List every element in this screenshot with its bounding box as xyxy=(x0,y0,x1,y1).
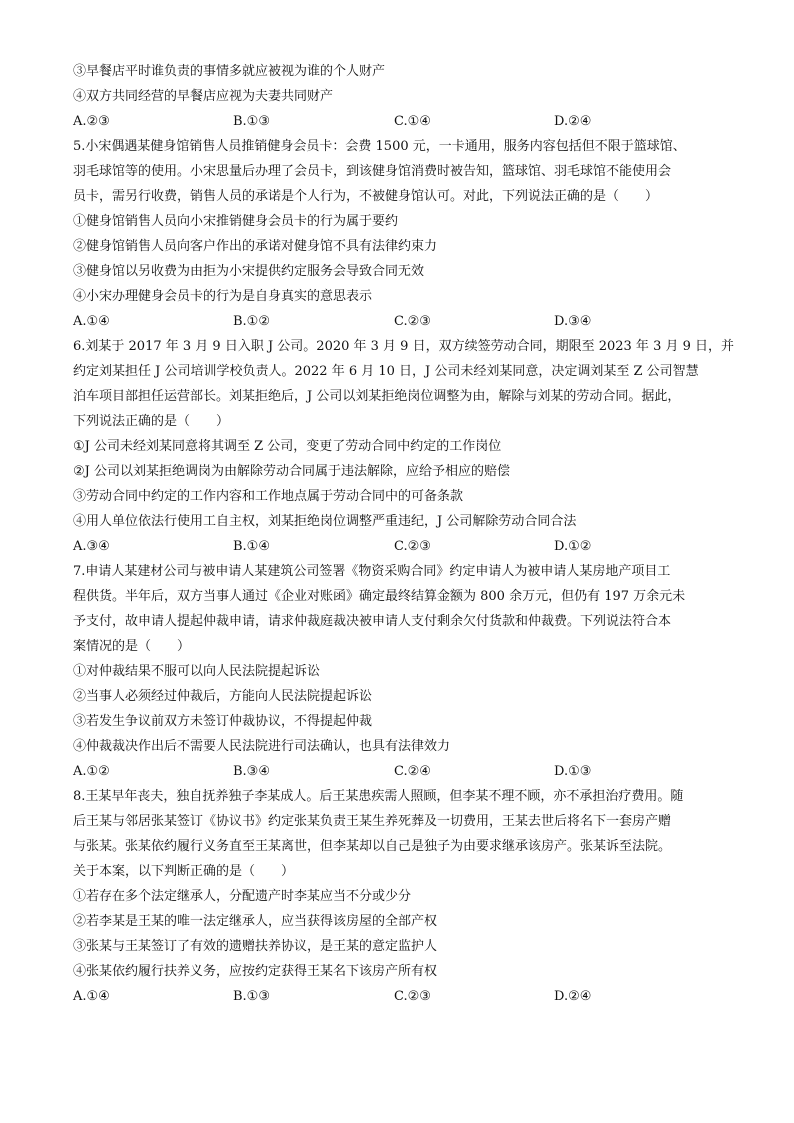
q5-option-3: ③健身馆以另收费为由拒为小宋提供约定服务会导致合同无效 xyxy=(73,264,425,279)
q4-choice-d: D.②④ xyxy=(554,114,592,129)
q8-option-1: ①若存在多个法定继承人，分配遗产时李某应当不分或少分 xyxy=(73,889,412,904)
q6-choice-c: C.②③ xyxy=(394,539,431,554)
q5-stem-line-2: 羽毛球馆等的使用。小宋思量后办理了会员卡，到该健身馆消费时被告知，篮球馆、羽毛球馆不能使用会 xyxy=(73,164,672,179)
q5-choice-d: D.③④ xyxy=(554,314,592,329)
q8-stem-line-1: 8.王某早年丧夫，独自抚养独子李某成人。后王某患疾需人照顾，但李某不理不顾，亦不承担治疗费用。随 xyxy=(73,789,684,804)
q8-choice-c: C.②③ xyxy=(394,989,431,1004)
q5-choice-b: B.①② xyxy=(233,314,270,329)
q8-stem-line-4: 关于本案，以下判断正确的是（ ） xyxy=(73,864,295,879)
q5-stem-line-3: 员卡，需另行收费，销售人员的承诺是个人行为，不被健身馆认可。对此，下列说法正确的是（ ） xyxy=(73,189,659,204)
q7-option-3: ③若发生争议前双方未签订仲裁协议，不得提起仲裁 xyxy=(73,714,373,729)
q7-option-2: ②当事人必须经过仲裁后，方能向人民法院提起诉讼 xyxy=(73,689,373,704)
q7-stem-line-4: 案情况的是（ ） xyxy=(73,639,191,654)
q8-stem-line-2: 后王某与邻居张某签订《协议书》约定张某负责王某生养死葬及一切费用，王某去世后将名下一套房产赠 xyxy=(73,814,672,829)
q6-choice-a: A.③④ xyxy=(73,539,110,554)
q6-stem-line-1: 6.刘某于 2017 年 3 月 9 日入职 J 公司。2020 年 3 月 9 日，双方续签劳动合同，期限至 2023 年 3 月 9 日，并 xyxy=(73,339,735,354)
q6-stem-line-3: 泊车项目部担任运营部长。刘某拒绝后，J 公司以刘某拒绝岗位调整为由，解除与刘某的劳动合同。据此， xyxy=(73,389,681,404)
q8-option-2: ②若李某是王某的唯一法定继承人，应当获得该房屋的全部产权 xyxy=(73,914,438,929)
q5-stem-line-1: 5.小宋偶遇某健身馆销售人员推销健身会员卡：会费 1500 元，一卡通用，服务内容包括但不限于篮球馆、 xyxy=(73,139,686,154)
q4-option-3: ③早餐店平时谁负责的事情多就应被视为谁的个人财产 xyxy=(73,64,386,79)
q7-choice-c: C.②④ xyxy=(394,764,431,779)
q8-option-3: ③张某与王某签订了有效的遗赠扶养协议，是王某的意定监护人 xyxy=(73,939,438,954)
q4-choice-a: A.②③ xyxy=(73,114,110,129)
q5-option-2: ②健身馆销售人员向客户作出的承诺对健身馆不具有法律约束力 xyxy=(73,239,438,254)
q5-choice-c: C.②③ xyxy=(394,314,431,329)
q6-option-1: ①J 公司未经刘某同意将其调至 Z 公司，变更了劳动合同中约定的工作岗位 xyxy=(73,439,502,454)
q8-stem-line-3: 与张某。张某依约履行义务直至王某离世，但李某却以自己是独子为由要求继承该房产。张某诉至法院。 xyxy=(73,839,672,854)
q8-choice-a: A.①④ xyxy=(73,989,110,1004)
q5-option-1: ①健身馆销售人员向小宋推销健身会员卡的行为属于要约 xyxy=(73,214,399,229)
q7-stem-line-3: 予支付，故申请人提起仲裁申请，请求仲裁庭裁决被申请人支付剩余欠付货款和仲裁费。下列说法符合本 xyxy=(73,614,672,629)
q4-choice-b: B.①③ xyxy=(233,114,270,129)
q5-option-4: ④小宋办理健身会员卡的行为是自身真实的意思表示 xyxy=(73,289,373,304)
q4-option-4: ④双方共同经营的早餐店应视为夫妻共同财产 xyxy=(73,89,334,104)
q7-option-1: ①对仲裁结果不服可以向人民法院提起诉讼 xyxy=(73,664,321,679)
q6-option-2: ②J 公司以刘某拒绝调岗为由解除劳动合同属于违法解除，应给予相应的赔偿 xyxy=(73,464,510,479)
q7-choice-b: B.③④ xyxy=(233,764,270,779)
q7-choice-d: D.①③ xyxy=(554,764,592,779)
q7-option-4: ④仲裁裁决作出后不需要人民法院进行司法确认，也具有法律效力 xyxy=(73,739,451,754)
q7-choice-a: A.①② xyxy=(73,764,110,779)
q4-choice-c: C.①④ xyxy=(394,114,431,129)
q7-stem-line-1: 7.申请人某建材公司与被申请人某建筑公司签署《物资采购合同》约定申请人为被申请人某房地产项目工 xyxy=(73,564,671,579)
q6-choice-b: B.①④ xyxy=(233,539,270,554)
q8-choice-b: B.①③ xyxy=(233,989,270,1004)
q6-option-3: ③劳动合同中约定的工作内容和工作地点属于劳动合同中的可备条款 xyxy=(73,489,464,504)
q6-stem-line-2: 约定刘某担任 J 公司培训学校负责人。2022 年 6 月 10 日，J 公司未经刘某同意，决定调刘某至 Z 公司智慧 xyxy=(73,364,699,379)
q5-choice-a: A.①④ xyxy=(73,314,110,329)
q7-stem-line-2: 程供货。半年后，双方当事人通过《企业对账函》确定最终结算金额为 800 余万元，但仍有 197 万余元未 xyxy=(73,589,686,604)
q8-option-4: ④张某依约履行扶养义务，应按约定获得王某名下该房产所有权 xyxy=(73,964,438,979)
q6-option-4: ④用人单位依法行使用工自主权，刘某拒绝岗位调整严重违纪，J 公司解除劳动合同合法 xyxy=(73,514,577,529)
q8-choice-d: D.②④ xyxy=(554,989,592,1004)
q6-stem-line-4: 下列说法正确的是（ ） xyxy=(73,414,230,429)
q6-choice-d: D.①② xyxy=(554,539,592,554)
